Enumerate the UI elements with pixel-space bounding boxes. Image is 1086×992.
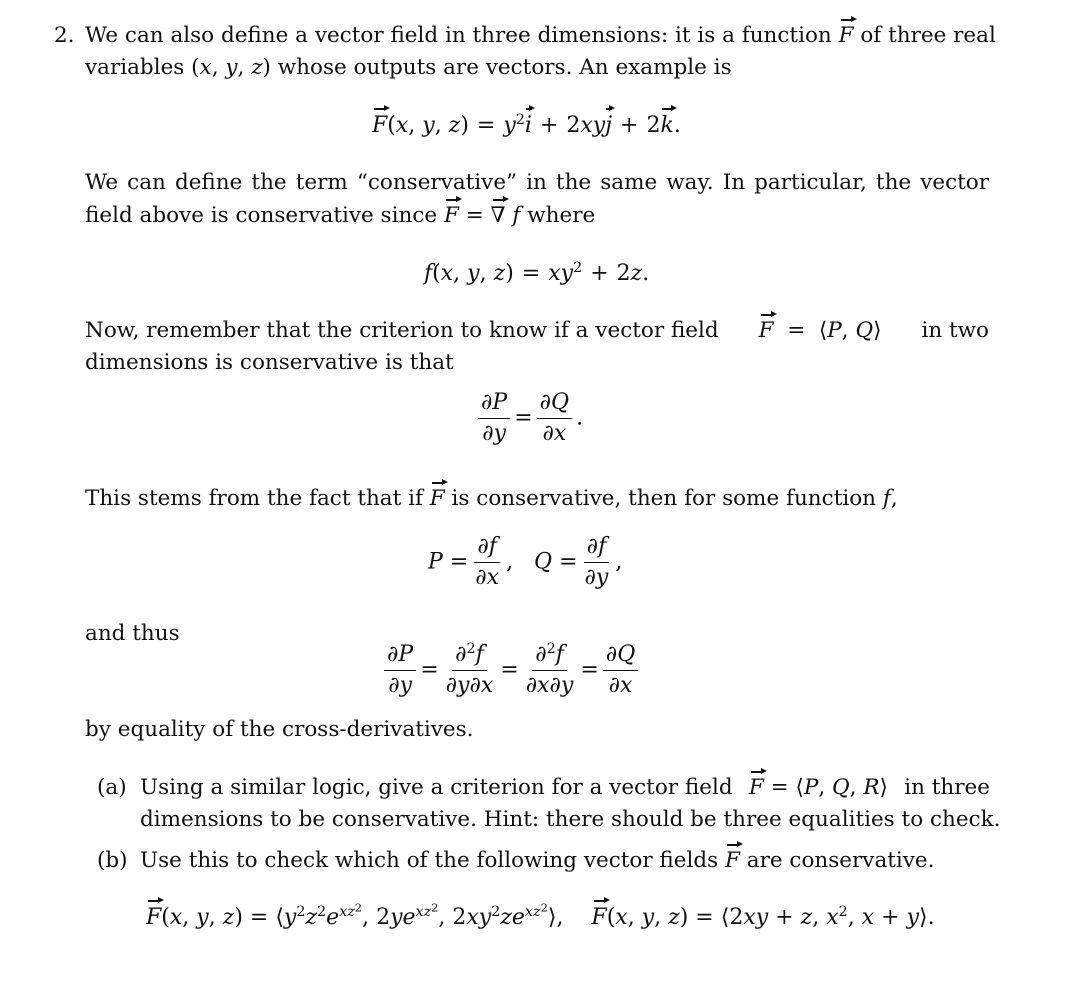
para4-end: is conservative, then for some function: [451, 486, 877, 511]
para2-line-1: We can define the term “conservative” in the same way. In particular, the vector: [85, 170, 989, 195]
equation-vector-fields-to-check: [146, 900, 935, 932]
intro-line-1: [85, 23, 996, 49]
para2-line-2-start: field above is conservative since: [85, 203, 438, 228]
part-b-end: are conservative.: [746, 848, 935, 873]
equation-cross-derivatives: $\frac{\partial P}{\partial y}$ = $\frac{\partial^2f}{\partial y\partial x}$ = $\frac{\partial^2f}{\partial x\partial y}$ = $\frac{\partial Q}{\partial x}$: [380, 642, 642, 699]
part-a-label: (a): [97, 775, 127, 800]
vector-field-1: F(x, y, $z) = ⟨y^2z^2e^{xz^2}$, $2ye^{xz^2}$, $2xy^2ze^{xz^2}⟩$,: [146, 900, 564, 930]
part-b-start: Use this to check which of the following vector fields: [140, 848, 719, 873]
problem-number: 2.: [54, 23, 75, 48]
para4-line: This stems from the fact that if F is conservative, then for some function f,: [85, 486, 898, 511]
part-a-line-2: dimensions to be conservative. Hint: there should be three equalities to check.: [140, 807, 1001, 832]
para3-line-1-end: in two: [921, 318, 989, 343]
equation-potential-function: f(x, y, $z) = xy^2 + 2z$.: [424, 260, 650, 286]
part-a-line-1-start: Using a similar logic, give a criterion for a vector field: [140, 775, 733, 800]
para3-line-2: dimensions is conservative is that: [85, 350, 454, 375]
vector-field-2: F(x, y, z) = ⟨2xy + z, $x^2$, x + y⟩.: [591, 904, 935, 930]
equation-partials-p-q: P = $\frac{\partial f}{\partial x}$ , Q = $\frac{\partial f}{\partial y}$ ,: [428, 534, 623, 590]
intro-line-2-start: variables: [85, 55, 185, 80]
para3-line-1-start: Now, remember that the criterion to know if a vector field: [85, 318, 719, 343]
part-a-line-1: Using a similar logic, give a criterion for a vector field F = ⟨P, Q, R⟩ in three: [140, 775, 990, 800]
part-b-label: (b): [97, 848, 128, 873]
vector-f-symbol: F: [838, 23, 854, 48]
para4-start: This stems from the fact that if: [85, 486, 423, 511]
intro-line-1-end: of three real: [860, 23, 996, 48]
para5-line: by equality of the cross-derivatives.: [85, 717, 474, 742]
and-thus-text: and thus: [85, 621, 180, 646]
para2-line-2-end: where: [527, 203, 596, 228]
para3-line-1: Now, remember that the criterion to know if a vector field F = ⟨P, Q⟩ in two: [85, 318, 989, 343]
part-a-line-1-end: in three: [904, 775, 990, 800]
intro-line-1-text: We can also define a vector field in three dimensions: it is a function: [85, 23, 832, 48]
equation-vector-field-example: F(x, y, $z) = y^2i + 2xyj + 2k$.: [372, 112, 681, 138]
equation-2d-criterion: $\frac{\partial P}{\partial y}$ = $\frac{\partial Q}{\partial x}$ .: [474, 390, 583, 447]
para2-line-2: field above is conservative since F = ∇ f where: [85, 203, 596, 228]
part-b-line: Use this to check which of the following vector fields F are conservative.: [140, 848, 935, 873]
intro-line-2: variables (x, y, z) whose outputs are vectors. An example is: [85, 55, 732, 80]
intro-line-2-end: whose outputs are vectors. An example is: [277, 55, 732, 80]
